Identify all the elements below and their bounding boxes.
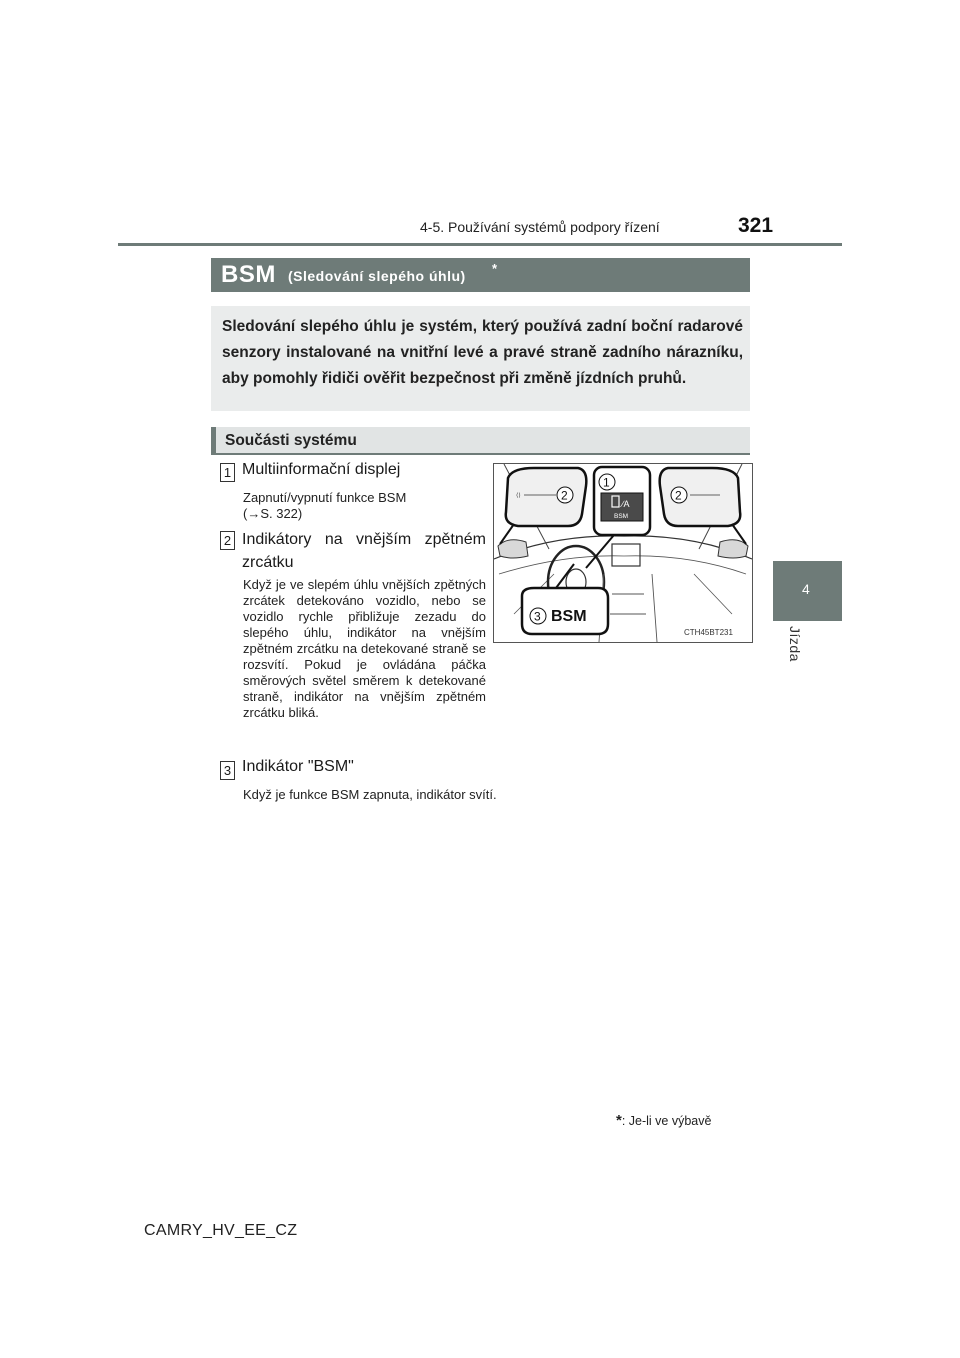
- intro-text: Sledování slepého úhlu je systém, který používá zadní boční radarové senzory instalované na vnitřní levé a pravé straně zadního nárazníku, aby pomohly řidiči ověřit bezpečnost při změně jízdních pruhů.: [222, 318, 743, 387]
- intro-box: [211, 306, 750, 411]
- item-desc-1a: Zapnutí/vypnutí funkce BSM: [243, 490, 407, 505]
- page-title-bar: [211, 258, 750, 292]
- page-number: 321: [738, 214, 774, 237]
- subsection-rule: [211, 453, 750, 455]
- svg-text:2: 2: [561, 488, 568, 503]
- footer-model-code: CAMRY_HV_EE_CZ: [144, 1222, 298, 1239]
- item-desc-1b: (→S. 322): [243, 506, 303, 521]
- cockpit-drawing: [494, 464, 752, 642]
- item-title-1: Multiinformační displej: [242, 461, 401, 478]
- chapter-number: 4: [802, 581, 810, 597]
- page-subtitle: (Sledování slepého úhlu): [288, 268, 466, 284]
- chapter-tab[interactable]: [773, 561, 842, 621]
- header-divider: [118, 243, 842, 246]
- page-title: BSM: [221, 261, 276, 288]
- subsection-header: [211, 427, 750, 455]
- svg-text:∕A: ∕A: [622, 499, 630, 509]
- mid-bsm-label: BSM: [614, 513, 629, 520]
- cockpit-illustration: [493, 463, 753, 643]
- center-screen: [612, 544, 640, 566]
- item-desc-2: Když je ve slepém úhlu vnějších zpětných zrcátek detekováno vozidlo, nebo se vozidlo rychle přibližuje zezadu do slepého úhlu, indikátor na vnějším zpětném zrcátku na detekované straně se rozsvítí. Pokud je ovládána páčka směrových světel směrem k detekované straně, indikátor na vnějším zpětném zrcátku bliká.: [243, 577, 486, 720]
- bsm-indicator-text: BSM: [551, 608, 587, 625]
- item-title-2: Indikátory na vnějším zpětném zrcátku: [242, 531, 486, 571]
- footnote-text: : Je-li ve výbavě: [621, 1114, 712, 1128]
- item-desc-3: Když je funkce BSM zapnuta, indikátor svítí.: [243, 787, 497, 802]
- item-number-1: 1: [220, 463, 235, 482]
- item-number-2: 2: [220, 531, 235, 550]
- subsection-accent: [211, 427, 216, 455]
- svg-text:⟨⟩: ⟨⟩: [516, 493, 521, 499]
- svg-text:2: 2: [675, 488, 682, 503]
- svg-text:3: 3: [534, 609, 541, 624]
- availability-star: *: [492, 261, 498, 276]
- section-title: 4-5. Používání systémů podpory řízení: [420, 219, 660, 235]
- svg-text:1: 1: [603, 475, 610, 490]
- chapter-label: Jízda: [787, 626, 803, 662]
- item-number-3: 3: [220, 761, 235, 780]
- subsection-title: Součásti systému: [225, 432, 357, 449]
- footnote: [616, 1112, 711, 1129]
- illustration-code: CTH45BT231: [684, 628, 733, 637]
- footnote-star: *: [616, 1112, 622, 1129]
- item-title-3: Indikátor "BSM": [242, 758, 354, 775]
